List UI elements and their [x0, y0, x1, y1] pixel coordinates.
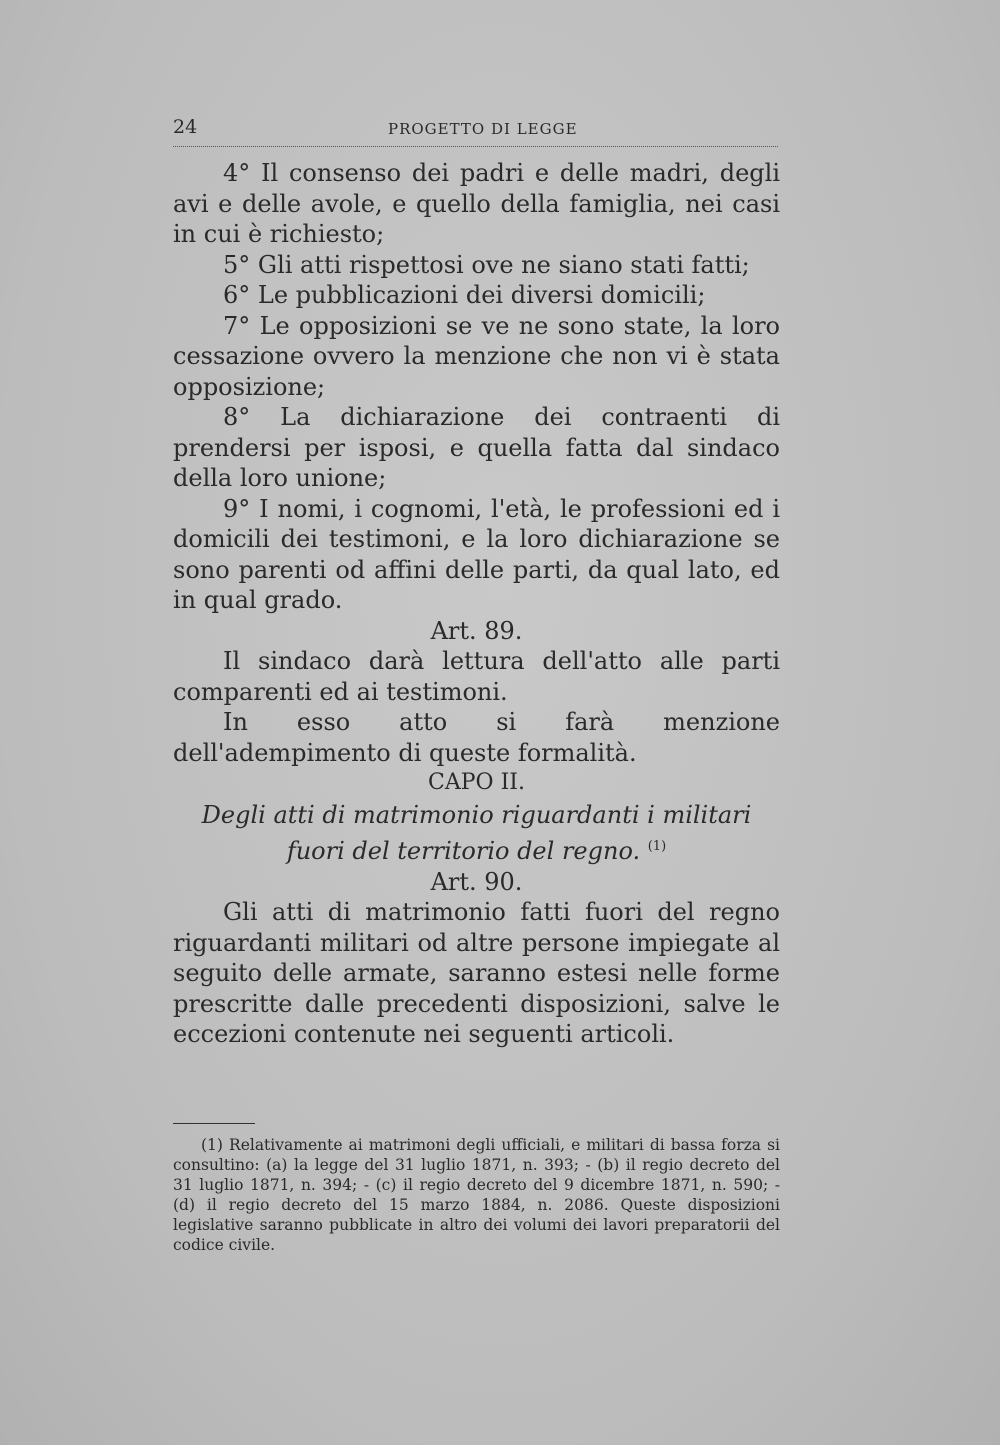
list-item-8: 8° La dichiarazione dei contraenti di prendersi per isposi, e quella fatta dal sindaco della loro unione; — [173, 403, 780, 492]
body-text — [173, 158, 780, 1050]
article-90-heading: Art. 90. — [430, 867, 523, 896]
footnote: (1) Relativamente ai matrimoni degli ufficiali, e militari di bassa forza si consultino: (a) la legge del 31 luglio 1871, n. 393; - (b) il regio decreto del 31 luglio 1871, n. 394; - (c) il regio decreto del 9 dicembre 1871, n. 590; - (d) il regio decreto del 15 marzo 1884, n. 2086. Queste disposizioni legislative saranno pubblicate in altro dei volumi dei lavori preparatorii del codice civile. — [173, 1136, 780, 1254]
chapter-heading: CAPO II. — [428, 770, 525, 795]
chapter-subtitle-line-1: Degli atti di matrimonio riguardanti i militari — [201, 800, 752, 829]
article-89-paragraph-2: In esso atto si farà menzione dell'adempimento di queste formalità. — [173, 708, 780, 767]
list-item-4: 4° Il consenso dei padri e delle madri, degli avi e delle avole, e quello della famiglia, nei casi in cui è richiesto; — [173, 159, 780, 248]
article-89-heading: Art. 89. — [430, 616, 523, 645]
list-item-6: 6° Le pubblicazioni dei diversi domicili; — [223, 281, 706, 309]
article-90-paragraph: Gli atti di matrimonio fatti fuori del regno riguardanti militari od altre persone impiegate al seguito delle armate, saranno estesi nelle forme prescritte dalle precedenti disposizioni, salve le eccezioni contenute nei seguenti articoli. — [173, 898, 780, 1048]
article-89-paragraph-1: Il sindaco darà lettura dell'atto alle parti comparenti ed ai testimoni. — [173, 647, 780, 706]
list-item-5: 5° Gli atti rispettosi ove ne siano stati fatti; — [223, 250, 750, 279]
list-item-7: 7° Le opposizioni se ve ne sono state, la loro cessazione ovvero la menzione che non vi è stata opposizione; — [173, 311, 780, 401]
footnote-divider — [173, 1123, 255, 1124]
chapter-subtitle-line-2: fuori del territorio del regno. — [286, 836, 641, 865]
chapter-subtitle — [173, 799, 780, 867]
page-header — [173, 116, 778, 147]
page-number: 24 — [173, 116, 198, 138]
running-title: PROGETTO DI LEGGE — [388, 120, 578, 138]
footnote-reference: (1) — [647, 838, 667, 854]
list-item-9: 9° I nomi, i cognomi, l'età, le professioni ed i domicili dei testimoni, e la loro dichiarazione se sono parenti od affini delle parti, da qual lato, ed in qual grado. — [173, 494, 780, 614]
